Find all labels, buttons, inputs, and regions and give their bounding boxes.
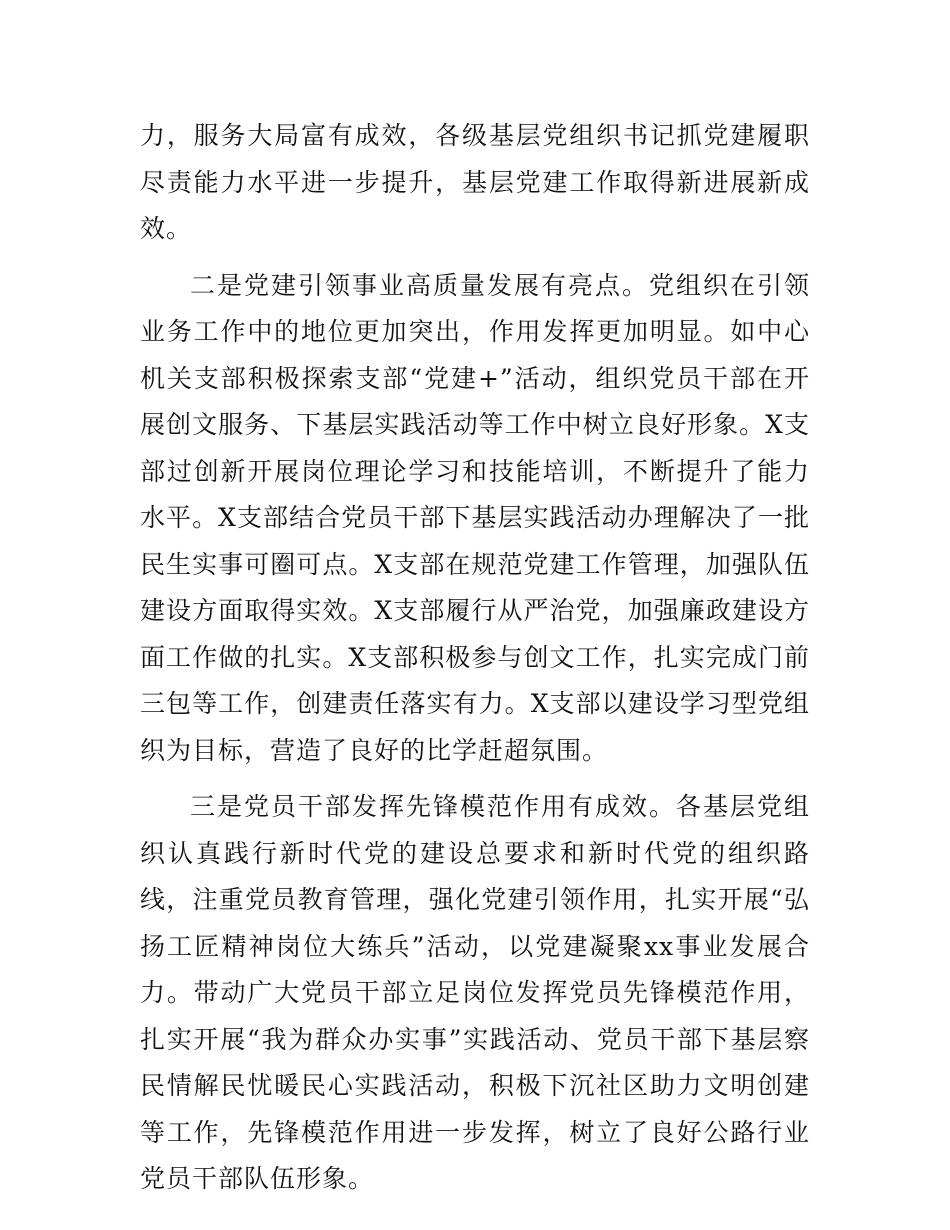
paragraph-continuation: 力，服务大局富有成效，各级基层党组织书记抓党建履职尽责能力水平进一步提升，基层党建工作取得新进展新成效。 <box>140 121 810 243</box>
paragraph-party-building-highlights: 二是党建引领事业高质量发展有亮点。党组织在引领业务工作中的地位更加突出，作用发挥更加明显。如中心机关支部积极探索支部“党建+”活动，组织党员干部在开展创文服务、下基层实践活动等工作中树立良好形象。X支部过创新开展岗位理论学习和技能培训，不断提升了能力水平。X支部结合党员干部下基层实践活动办理解决了一批民生实事可圈可点。X支部在规范党建工作管理，加强队伍建设方面取得实效。X支部履行从严治党，加强廉政建设方面工作做的扎实。X支部积极参与创文工作，扎实完成门前三包等工作，创建责任落实有力。X支部以建设学习型党组织为目标，营造了良好的比学赶超氛围。 <box>140 270 810 765</box>
document-body <box>140 113 810 1203</box>
paragraph-vanguard-role: 三是党员干部发挥先锋模范作用有成效。各基层党组织认真践行新时代党的建设总要求和新时代党的组织路线，注重党员教育管理，强化党建引领作用，扎实开展“弘扬工匠精神岗位大练兵”活动，以党建凝聚xx事业发展合力。带动广大党员干部立足岗位发挥党员先锋模范作用，扎实开展“我为群众办实事”实践活动、党员干部下基层察民情解民忧暖民心实践活动，积极下沉社区助力文明创建等工作，先锋模范作用进一步发挥，树立了良好公路行业党员干部队伍形象。 <box>140 792 810 1193</box>
